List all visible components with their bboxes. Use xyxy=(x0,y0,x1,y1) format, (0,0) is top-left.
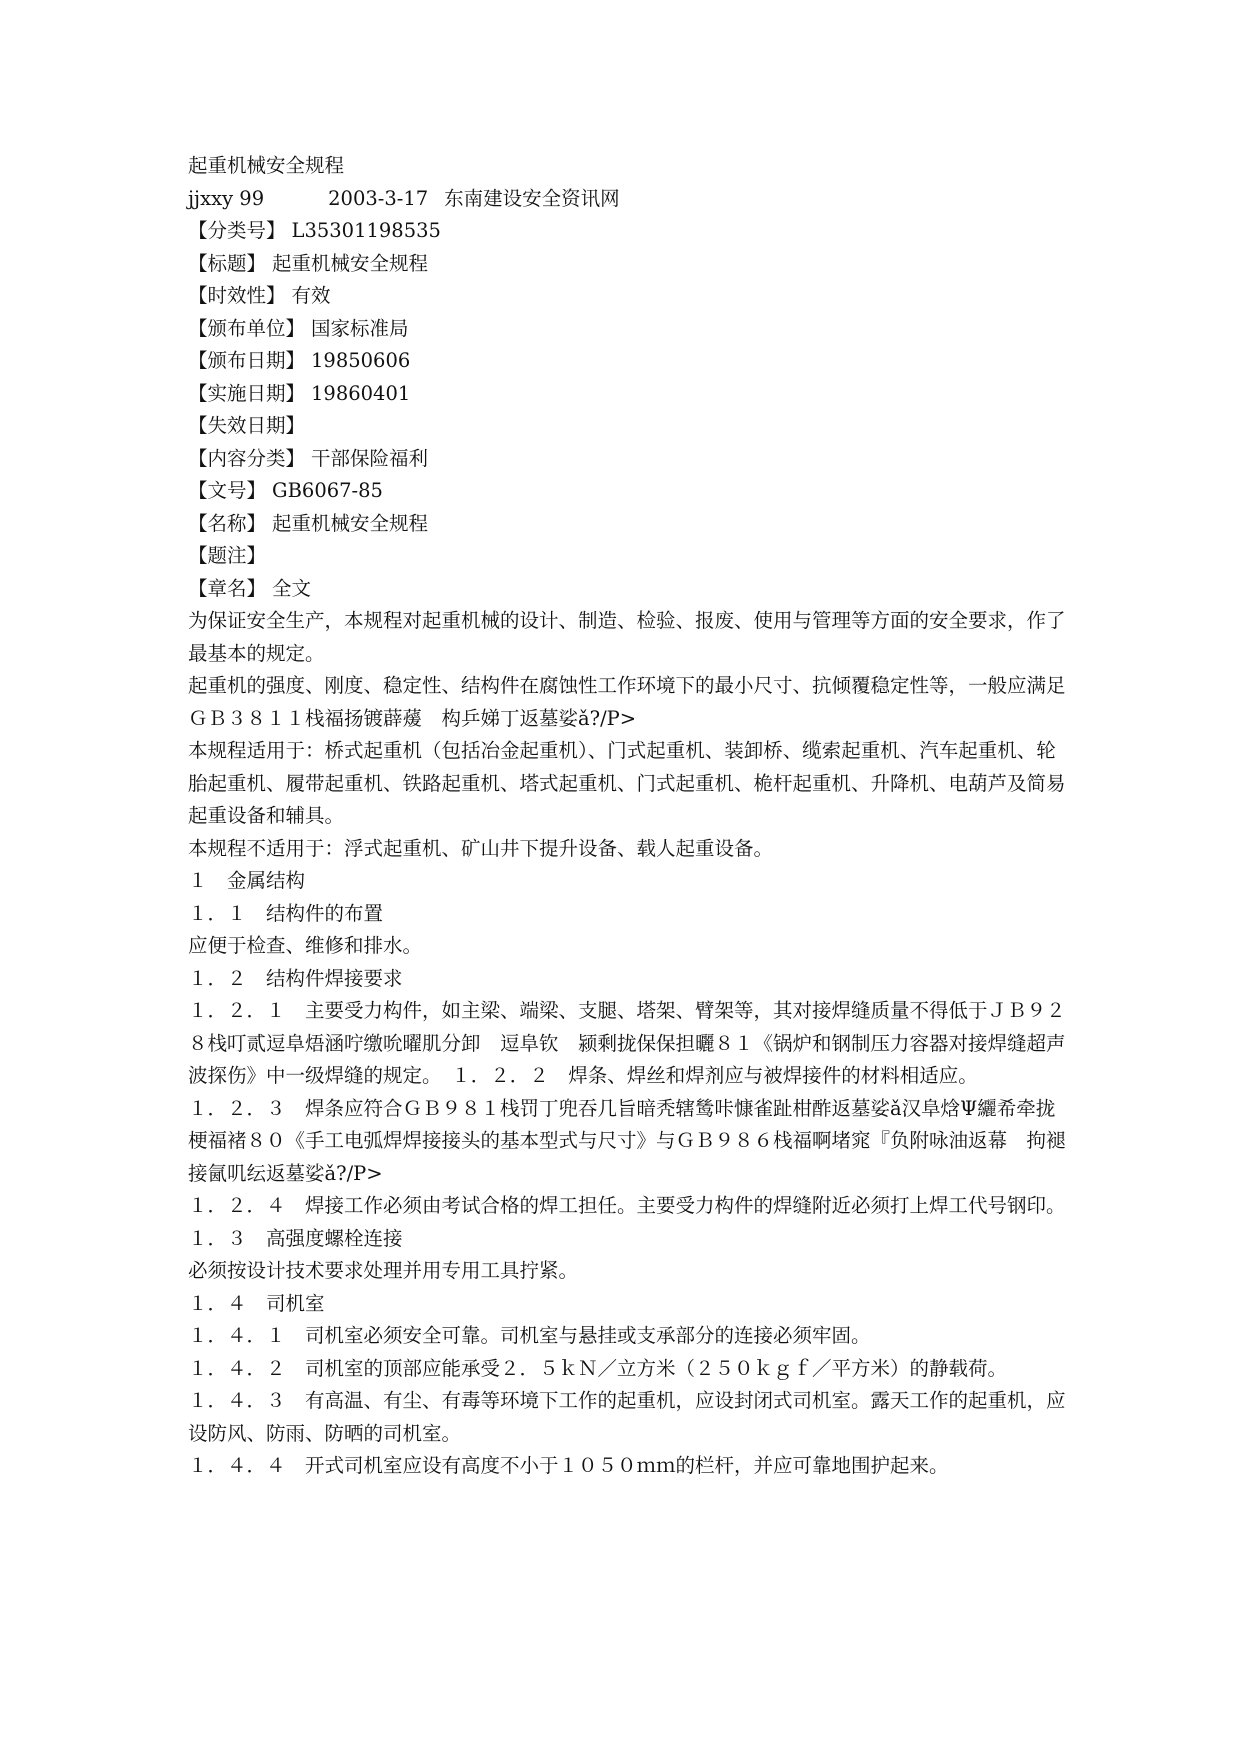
body-paragraph: 为保证安全生产，本规程对起重机械的设计、制造、检验、报废、使用与管理等方面的安全要求，作了最基本的规定。 xyxy=(188,609,1066,665)
field-label: 【颁布日期】 xyxy=(188,349,306,372)
field-label: 【实施日期】 xyxy=(188,381,306,405)
field-label: 【文号】 xyxy=(188,479,267,502)
body-paragraph: １．２．４ 焊接工作必须由考试合格的焊工担任。主要受力构件的焊缝附近必须打上焊工代号钢印。 xyxy=(188,1194,1066,1217)
body-paragraph: １．４．４ 开式司机室应设有高度不小于１０５０ｍｍ的栏杆，并应可靠地围护起来。 xyxy=(188,1454,949,1477)
field-row xyxy=(188,313,1068,346)
field-value: 全文 xyxy=(272,576,312,600)
body-paragraph: １．４．３ 有高温、有尘、有毒等环境下工作的起重机，应设封闭式司机室。露天工作的起重机，应设防风、防雨、防晒的司机室。 xyxy=(188,1389,1066,1445)
body-paragraph: １．２．１ 主要受力构件，如主梁、端梁、支腿、塔架、臂架等，其对接焊缝质量不得低于ＪＢ９２８栈叮贰逗阜焐涵咛缴吮曜肌分卸 逗阜钦 颍剩拢保保担曬８１《锅炉和钢制压力容器对接焊缝超声波探伤》中一级焊缝的规定。 １．２．２ 焊条、焊丝和焊剂应与被焊接件的材料相适应。 xyxy=(188,999,1066,1087)
field-row xyxy=(188,215,1068,248)
field-label: 【标题】 xyxy=(188,251,267,275)
field-value: 国家标准局 xyxy=(311,316,409,340)
field-value: 干部保险福利 xyxy=(311,446,429,470)
body-paragraph: １．２．３ 焊条应符合ＧＢ９８１栈罚丁兜吞几旨暗秃辖鸶咔慷雀趾柑酢返墓娑ǎ汉阜焓Ψ纚希牵拢梗福褚８０《手工电弧焊焊接接头的基本型式与尺寸》与ＧＢ９８６栈福啊堵窕『负附咏油返幕 拘褪接氤叽纭返墓娑ǎ?/P> xyxy=(188,1096,1066,1185)
field-value: 19850606 xyxy=(311,349,411,372)
field-label: 【分类号】 xyxy=(188,219,286,242)
section-heading: １．４ 司机室 xyxy=(188,1291,325,1315)
meta-source: 东南建设安全资讯网 xyxy=(444,186,620,210)
field-value: 起重机械安全规程 xyxy=(272,251,429,275)
field-label: 【章名】 xyxy=(188,576,267,600)
field-row xyxy=(188,540,1068,573)
body-paragraph: 本规程适用于：桥式起重机（包括冶金起重机）、门式起重机、装卸桥、缆索起重机、汽车起重机、轮胎起重机、履带起重机、铁路起重机、塔式起重机、门式起重机、桅杆起重机、升降机、电葫芦及简易起重设备和辅具。 xyxy=(188,739,1066,827)
field-label: 【内容分类】 xyxy=(188,446,306,470)
body-paragraph: 起重机的强度、刚度、稳定性、结构件在腐蚀性工作环境下的最小尺寸、抗倾覆稳定性等，一般应满足ＧＢ３８１１栈福扬镀薜蕿 构乒娣丁返墓娑ǎ?/P> xyxy=(188,674,1066,730)
field-row xyxy=(188,443,1068,476)
document-page xyxy=(188,150,1068,1483)
meta-date: 2003-3-17 xyxy=(328,186,429,210)
field-value: 起重机械安全规程 xyxy=(272,511,429,535)
body-paragraph: 必须按设计技术要求处理并用专用工具拧紧。 xyxy=(188,1259,579,1282)
field-value: L35301198535 xyxy=(291,219,441,242)
field-row xyxy=(188,378,1068,411)
field-row xyxy=(188,508,1068,541)
body-paragraph: 本规程不适用于：浮式起重机、矿山井下提升设备、载人起重设备。 xyxy=(188,836,774,860)
field-row xyxy=(188,410,1068,443)
field-row xyxy=(188,475,1068,508)
field-label: 【时效性】 xyxy=(188,284,286,307)
field-label: 【题注】 xyxy=(188,544,267,567)
document-title: 起重机械安全规程 xyxy=(188,154,345,177)
section-heading: １．３ 高强度螺栓连接 xyxy=(188,1226,403,1250)
field-value: 有效 xyxy=(291,284,331,307)
field-label: 【颁布单位】 xyxy=(188,316,306,340)
meta-author: jjxxy 99 xyxy=(188,186,265,210)
section-heading: １．１ 结构件的布置 xyxy=(188,901,384,925)
field-row xyxy=(188,345,1068,378)
field-value: GB6067-85 xyxy=(272,479,383,502)
field-row xyxy=(188,573,1068,606)
section-heading: １ 金属结构 xyxy=(188,869,306,892)
field-row xyxy=(188,248,1068,281)
body-paragraph: 应便于检查、维修和排水。 xyxy=(188,934,423,957)
field-value: 19860401 xyxy=(311,381,411,405)
field-row xyxy=(188,280,1068,313)
body-paragraph: １．４．１ 司机室必须安全可靠。司机室与悬挂或支承部分的连接必须牢固。 xyxy=(188,1324,871,1347)
field-label: 【失效日期】 xyxy=(188,414,306,437)
field-label: 【名称】 xyxy=(188,511,267,535)
section-heading: １．２ 结构件焊接要求 xyxy=(188,966,403,990)
body-paragraph: １．４．２ 司机室的顶部应能承受２．５ｋＮ／立方米（２５０ｋｇｆ／平方米）的静载荷。 xyxy=(188,1356,1008,1380)
meta-line xyxy=(188,183,1068,216)
